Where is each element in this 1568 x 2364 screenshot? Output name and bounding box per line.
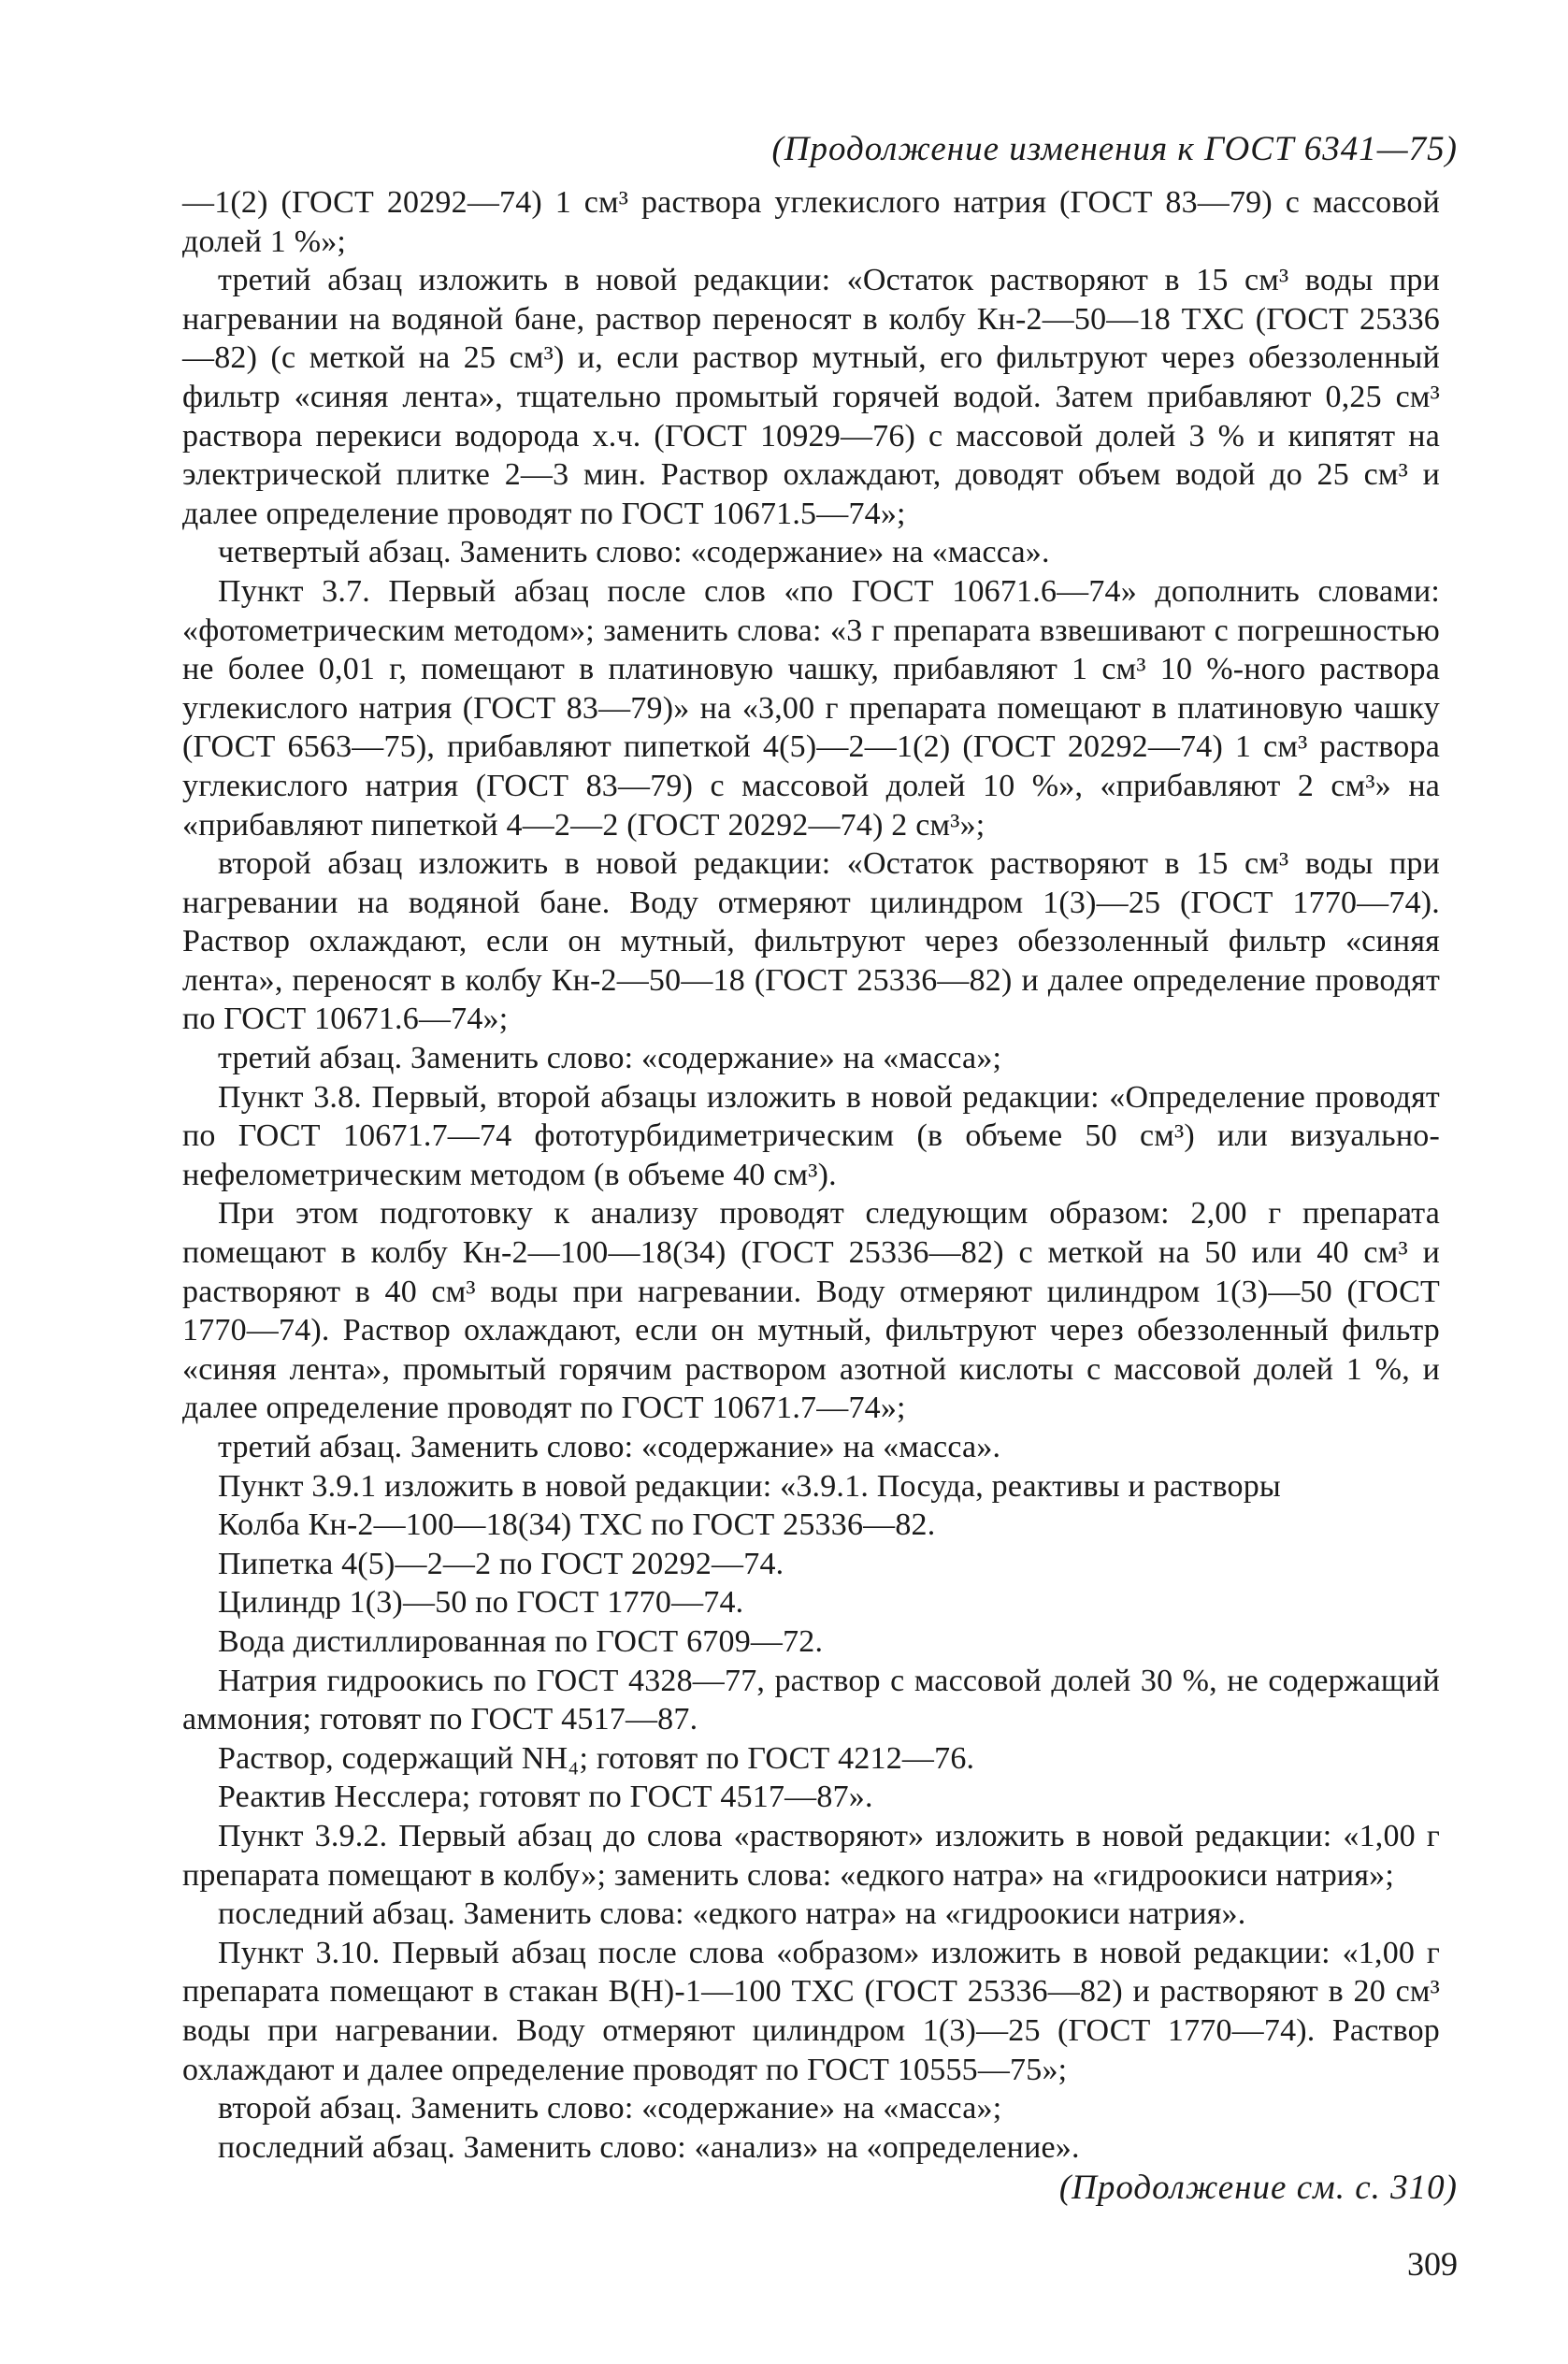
header-continuation: (Продолжение изменения к ГОСТ 6341—75): [771, 130, 1458, 168]
paragraph: Пункт 3.9.2. Первый абзац до слова «растворяют» изложить в новой редакции: «1,00 г препарата помещают в колбу»; заменить слова: «едкого натра» на «гидроокиси натрия»;: [182, 1818, 1440, 1893]
paragraph: третий абзац. Заменить слово: «содержание» на «масса»;: [218, 1041, 1002, 1076]
paragraph: второй абзац изложить в новой редакции: «Остаток растворяют в 15 см³ воды при нагревании на водяной бане. Воду отмеряют цилиндром 1(3)—25 (ГОСТ 1770—74). Раствор охлаждают, если он мутный, фильтруют через обеззоленный фильтр «синяя лента», переносят в колбу Кн-2—50—18 (ГОСТ 25336—82) и далее определение проводят по ГОСТ 10671.6—74»;: [182, 846, 1440, 1037]
paragraph: Пункт 3.7. Первый абзац после слов «по ГОСТ 10671.6—74» дополнить словами: «фотометрическим методом»; заменить слова: «3 г препарата взвешивают с погрешностью не более 0,01 г, помещают в платиновую чашку, прибавляют 1 см³ 10 %-ного раствора углекислого натрия (ГОСТ 83—79)» на «3,00 г препарата помещают в платиновую чашку (ГОСТ 6563—75), прибавляют пипеткой 4(5)—2—1(2) (ГОСТ 20292—74) 1 см³ раствора углекислого натрия (ГОСТ 83—79) с массовой долей 10 %», «прибавляют 2 см³» на «прибавляют пипеткой 4—2—2 (ГОСТ 20292—74) 2 см³»;: [182, 573, 1440, 843]
paragraph: последний абзац. Заменить слова: «едкого натра» на «гидроокиси натрия».: [218, 1896, 1246, 1932]
paragraph: третий абзац изложить в новой редакции: «Остаток растворяют в 15 см³ воды при нагревании на водяной бане, раствор переносят в колбу Кн-2—50—18 ТХС (ГОСТ 25336—82) (с меткой на 25 см³) и, если раствор мутный, его фильтруют через обеззоленный фильтр «синяя лента», тщательно промытый горячей водой. Затем прибавляют 0,25 см³ раствора перекиси водорода х.ч. (ГОСТ 10929—76) с массовой долей 3 % и кипятят на электрической плитке 2—3 мин. Раствор охлаждают, доводят объем водой до 25 см³ и далее определение проводят по ГОСТ 10671.5—74»;: [182, 263, 1440, 531]
paragraph: При этом подготовку к анализу проводят следующим образом: 2,00 г препарата помещают в колбу Кн-2—100—18(34) (ГОСТ 25336—82) с меткой на 50 или 40 см³ и растворяют в 40 см³ воды при нагревании. Воду отмеряют цилиндром 1(3)—50 (ГОСТ 1770—74). Раствор охлаждают, если он мутный, фильтруют через обеззоленный фильтр «синяя лента», промытый горячим раствором азотной кислоты с массовой долей 1 %, и далее определение проводят по ГОСТ 10671.7—74»;: [182, 1196, 1440, 1426]
paragraph: последний абзац. Заменить слово: «анализ» на «определение».: [218, 2129, 1080, 2165]
list-item: Раствор, содержащий NH₄; готовят по ГОСТ 4212—76.: [218, 1740, 975, 1776]
footer-continuation: (Продолжение см. с. 310): [1058, 2169, 1458, 2207]
paragraph: Пункт 3.10. Первый абзац после слова «образом» изложить в новой редакции: «1,00 г препарата помещают в стакан В(Н)-1—100 ТХС (ГОСТ 25336—82) и растворяют в 20 см³ воды при нагревании. Воду отмеряют цилиндром 1(3)—25 (ГОСТ 1770—74). Раствор охлаждают и далее определение проводят по ГОСТ 10555—75»;: [182, 1935, 1440, 2087]
page-number: 309: [1407, 2245, 1458, 2283]
paragraph: четвертый абзац. Заменить слово: «содержание» на «масса».: [218, 535, 1050, 570]
list-item: Колба Кн-2—100—18(34) ТХС по ГОСТ 25336—82.: [218, 1507, 936, 1543]
list-item: Пипетка 4(5)—2—2 по ГОСТ 20292—74.: [218, 1546, 784, 1581]
paragraph: Пункт 3.9.1 изложить в новой редакции: «3.9.1. Посуда, реактивы и растворы: [218, 1468, 1281, 1504]
body-text: [182, 183, 1440, 2167]
paragraph: Пункт 3.8. Первый, второй абзацы изложить в новой редакции: «Определение проводят по ГОСТ 10671.7—74 фототурбидиметрическим (в объеме 50 см³) или визуально-нефелометрическим методом (в объеме 40 см³).: [182, 1079, 1440, 1192]
list-item: Реактив Несслера; готовят по ГОСТ 4517—87».: [218, 1780, 873, 1815]
list-item: Вода дистиллированная по ГОСТ 6709—72.: [218, 1623, 824, 1659]
paragraph: третий абзац. Заменить слово: «содержание» на «масса».: [218, 1430, 1001, 1464]
list-item: Натрия гидроокись по ГОСТ 4328—77, раствор с массовой долей 30 %, не содержащий аммония; готовят по ГОСТ 4517—87.: [182, 1663, 1440, 1737]
paragraph: —1(2) (ГОСТ 20292—74) 1 см³ раствора углекислого натрия (ГОСТ 83—79) с массовой долей 1 %»;: [182, 185, 1440, 259]
paragraph: второй абзац. Заменить слово: «содержание» на «масса»;: [218, 2091, 1002, 2126]
list-item: Цилиндр 1(3)—50 по ГОСТ 1770—74.: [218, 1585, 744, 1621]
